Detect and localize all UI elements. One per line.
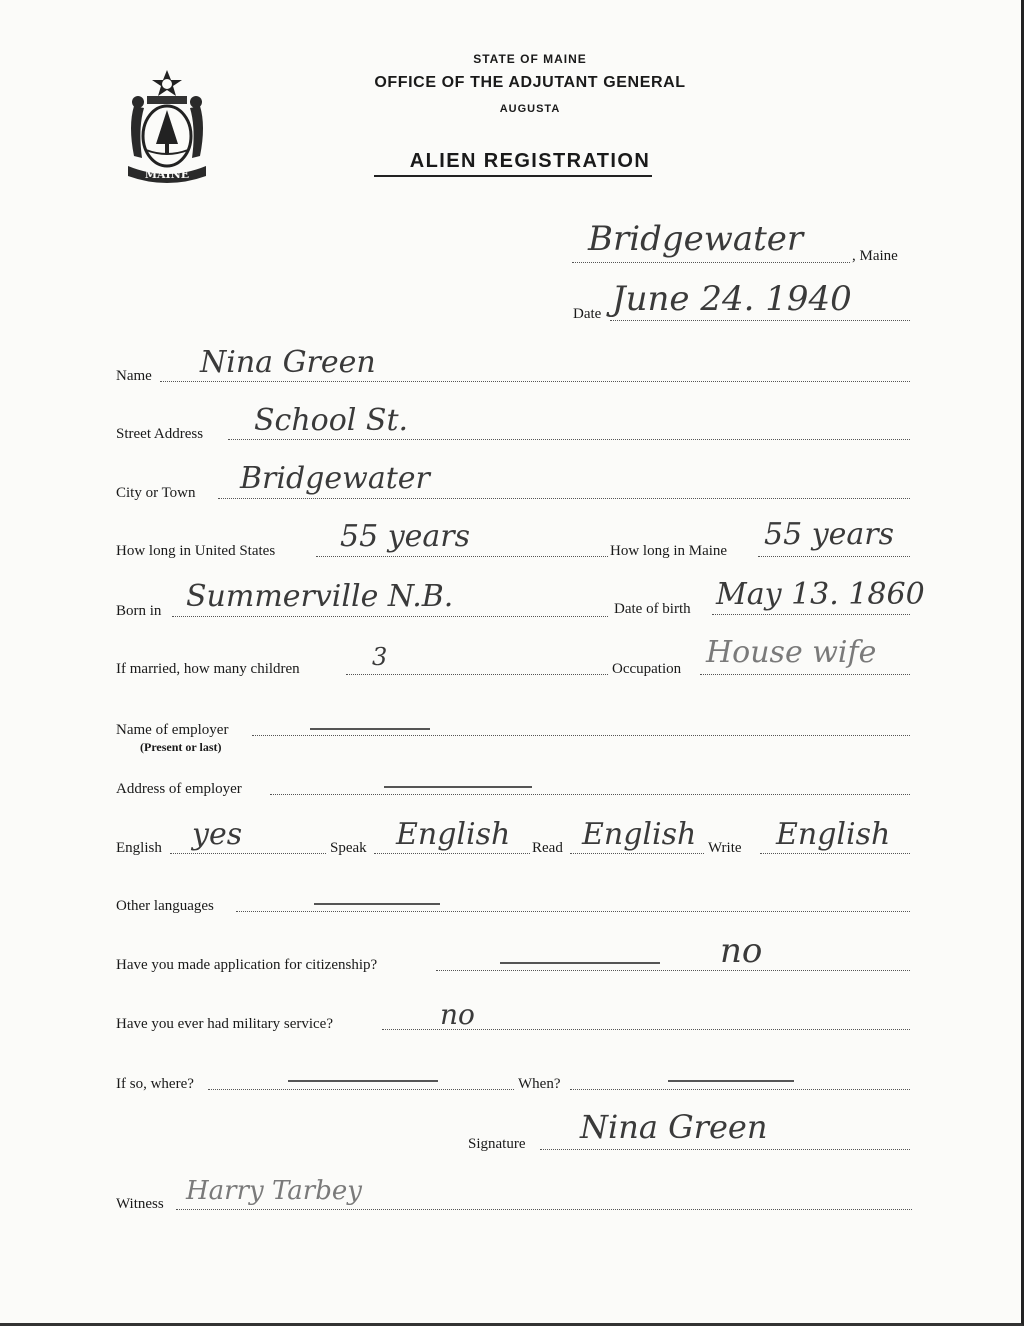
state-heading: STATE OF MAINE <box>473 52 587 66</box>
when-dash <box>668 1080 794 1082</box>
when-label: When? <box>518 1076 561 1092</box>
how-long-maine-value[interactable]: 55 years <box>764 517 895 552</box>
city-town-value[interactable]: Bridgewater <box>240 461 430 496</box>
english-label: English <box>116 840 162 856</box>
where-label: If so, where? <box>116 1076 194 1092</box>
employer-label: Name of employer <box>116 722 229 738</box>
write-label: Write <box>708 840 742 856</box>
town-value[interactable]: Bridgewater <box>588 219 804 259</box>
maine-label: , Maine <box>852 248 898 264</box>
signature-dotted-line <box>540 1149 910 1150</box>
english-value[interactable]: yes <box>192 817 243 852</box>
witness-value[interactable]: Harry Tarbey <box>186 1176 362 1206</box>
date-dotted-line <box>610 320 910 321</box>
city-town-label: City or Town <box>116 485 196 501</box>
other-languages-label: Other languages <box>116 898 214 914</box>
speak-dotted-line <box>374 853 530 854</box>
signature-value[interactable]: Nina Green <box>580 1108 768 1146</box>
employer-dash <box>310 728 430 730</box>
witness-label: Witness <box>116 1196 164 1212</box>
street-value[interactable]: School St. <box>254 403 409 438</box>
citizenship-label: Have you made application for citizenship? <box>116 957 378 973</box>
date-value[interactable]: June 24. 1940 <box>612 279 852 319</box>
title-underline <box>374 175 652 177</box>
english-dotted-line <box>170 853 326 854</box>
how-long-us-value[interactable]: 55 years <box>340 519 471 554</box>
speak-value[interactable]: English <box>396 817 511 852</box>
write-value[interactable]: English <box>776 817 891 852</box>
date-of-birth-value[interactable]: May 13. 1860 <box>716 577 925 612</box>
date-label: Date <box>573 306 602 322</box>
employer-address-dotted-line <box>270 794 910 795</box>
street-dotted-line <box>228 439 910 440</box>
citizenship-value[interactable]: no <box>720 931 763 971</box>
occupation-label: Occupation <box>612 661 682 677</box>
read-dotted-line <box>570 853 704 854</box>
read-label: Read <box>532 840 563 856</box>
date-of-birth-dotted-line <box>712 614 910 615</box>
town-dotted-line <box>572 262 850 263</box>
city-town-dotted-line <box>218 498 910 499</box>
military-value[interactable]: no <box>440 998 475 1031</box>
name-dotted-line <box>160 381 910 382</box>
name-label: Name <box>116 368 152 384</box>
other-languages-dash <box>314 903 440 905</box>
employer-dotted-line <box>252 735 910 736</box>
citizenship-dotted-line <box>436 970 910 971</box>
occupation-value[interactable]: House wife <box>706 635 877 670</box>
when-dotted-line <box>570 1089 910 1090</box>
other-languages-dotted-line <box>236 911 910 912</box>
read-value[interactable]: English <box>582 817 697 852</box>
where-dash <box>288 1080 438 1082</box>
employer-note: (Present or last) <box>140 740 222 754</box>
form-title: ALIEN REGISTRATION <box>409 150 651 172</box>
employer-address-dash <box>384 786 532 788</box>
born-in-label: Born in <box>116 603 162 619</box>
citizenship-dash <box>500 962 660 964</box>
svg-text:MAINE: MAINE <box>144 168 190 181</box>
how-long-maine-label: How long in Maine <box>610 543 728 559</box>
occupation-dotted-line <box>700 674 910 675</box>
how-long-us-label: How long in United States <box>116 543 276 559</box>
children-label: If married, how many children <box>116 661 300 677</box>
how-long-us-dotted-line <box>316 556 608 557</box>
employer-address-label: Address of employer <box>116 781 242 797</box>
speak-label: Speak <box>330 840 367 856</box>
where-dotted-line <box>208 1089 514 1090</box>
children-value[interactable]: 3 <box>372 643 388 671</box>
born-in-value[interactable]: Summerville N.B. <box>186 579 454 614</box>
write-dotted-line <box>760 853 910 854</box>
name-value[interactable]: Nina Green <box>200 345 376 380</box>
how-long-maine-dotted-line <box>758 556 910 557</box>
children-dotted-line <box>346 674 608 675</box>
office-heading: OFFICE OF THE ADJUTANT GENERAL <box>374 74 686 91</box>
signature-label: Signature <box>468 1136 526 1152</box>
city-heading: AUGUSTA <box>499 103 561 115</box>
street-label: Street Address <box>116 426 204 442</box>
born-in-dotted-line <box>172 616 608 617</box>
military-label: Have you ever had military service? <box>116 1016 333 1032</box>
witness-dotted-line <box>176 1209 912 1210</box>
date-of-birth-label: Date of birth <box>614 601 691 617</box>
